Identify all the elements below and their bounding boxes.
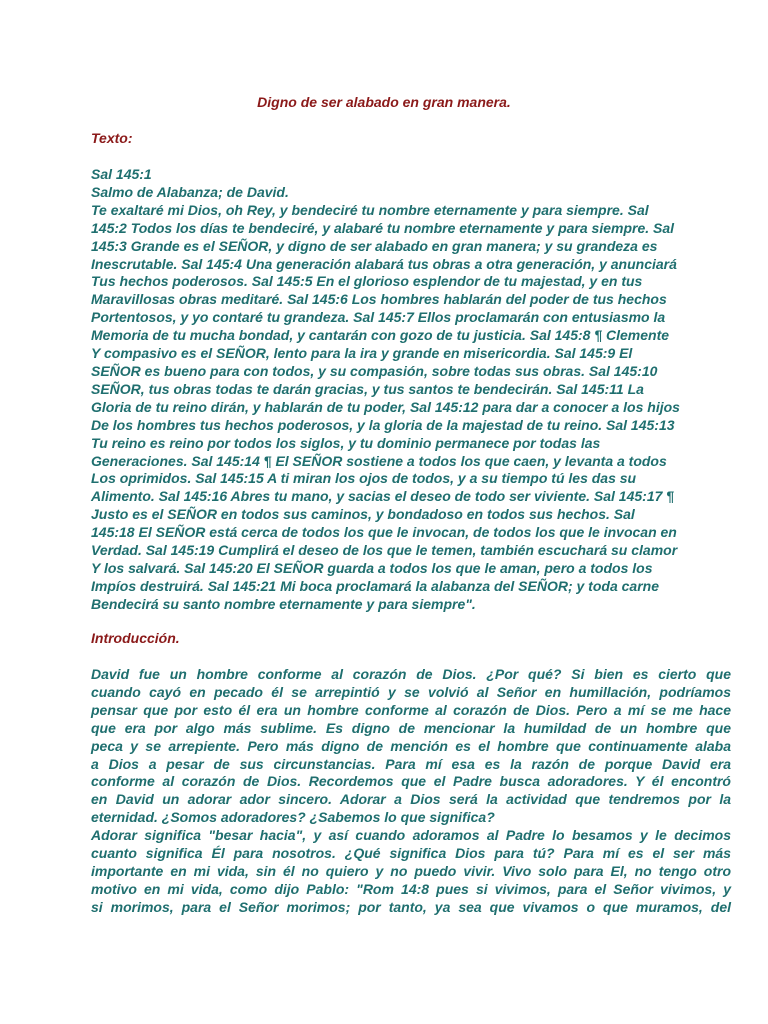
scripture-line: Maravillosas obras meditaré. Sal 145:6 Los hombres hablarán del poder de tus hechos (91, 291, 667, 308)
scripture-line: Te exaltaré mi Dios, oh Rey, y bendeciré tu nombre eternamente y para siempre. Sal (91, 201, 649, 218)
intro-line: a Dios a pesar de sus circunstancias. Para mí esa es la razón de porque David era (91, 755, 731, 772)
intro-paragraph (91, 666, 731, 917)
scripture-line: Sal 145:1 (91, 166, 152, 182)
scripture-line: 145:2 Todos los días te bendeciré, y alabaré tu nombre eternamente y para siempre. Sal (91, 219, 675, 236)
intro-line: en David un adorar ador sincero. Adorar a Dios será la actividad que tendremos por la (91, 791, 731, 808)
scripture-line: Verdad. Sal 145:19 Cumplirá el deseo de los que le temen, también escuchará su clamor (91, 542, 678, 559)
document-title: Digno de ser alabado en gran manera. (257, 94, 511, 110)
scripture-line: Gloria de tu reino dirán, y hablarán de tu poder, Sal 145:12 para dar a conocer a los hijos (91, 398, 680, 415)
scripture-line: 145:3 Grande es el SEÑOR, y digno de ser alabado en gran manera; y su grandeza es (91, 237, 658, 254)
intro-line: si morimos, para el Señor morimos; por tanto, ya sea que vivamos o que muramos, del (91, 898, 731, 915)
intro-heading: Introducción. (91, 630, 180, 646)
scripture-line: Portentosos, y yo contaré tu grandeza. Sal 145:7 Ellos proclamarán con entusiasmo la (91, 309, 666, 326)
intro-line: eternidad. ¿Somos adoradores? ¿Sabemos lo que significa? (91, 809, 495, 826)
scripture-line: Tu reino es reino por todos los siglos, y tu dominio permanece por todas las (91, 434, 601, 451)
intro-line: pensar que por esto él era un hombre conforme al corazón de Dios. Pero a mí se me hace (91, 701, 731, 718)
intro-line: cuando cayó en pecado él se arrepintió y se volvió al Señor en humillación, podríamos (91, 683, 731, 700)
scripture-line: De los hombres tus hechos poderosos, y la gloria de la majestad de tu reino. Sal 145:13 (91, 416, 675, 433)
scripture-line: Y compasivo es el SEÑOR, lento para la ira y grande en misericordia. Sal 145:9 El (91, 345, 633, 362)
scripture-text (91, 166, 731, 614)
texto-heading: Texto: (91, 130, 133, 146)
scripture-line: Justo es el SEÑOR en todos sus caminos, y bondadoso en todos sus hechos. Sal (91, 506, 635, 523)
scripture-line: SEÑOR, tus obras todas te darán gracias, y tus santos te bendecirán. Sal 145:11 La (91, 380, 644, 397)
scripture-line: Inescrutable. Sal 145:4 Una generación alabará tus obras a otra generación, y anunciará (91, 255, 677, 272)
intro-line: David fue un hombre conforme al corazón de Dios. ¿Por qué? Si bien es cierto que (91, 666, 731, 682)
scripture-line: Impíos destruirá. Sal 145:21 Mi boca proclamará la alabanza del SEÑOR; y toda carne (91, 577, 659, 594)
intro-line: Adorar significa "besar hacia", y así cuando adoramos al Padre lo besamos y le decimos (91, 827, 731, 844)
scripture-line: Y los salvará. Sal 145:20 El SEÑOR guarda a todos los que le aman, pero a todos los (91, 559, 653, 576)
intro-line: motivo en mi vida, como dijo Pablo: "Rom 14:8 pues si vivimos, para el Señor vivimos, y (91, 880, 731, 897)
scripture-line: 145:18 El SEÑOR está cerca de todos los que le invocan, de todos los que le invocan en (91, 524, 677, 541)
scripture-line: Alimento. Sal 145:16 Abres tu mano, y sacias el deseo de todo ser viviente. Sal 145:17 ¶ (91, 488, 675, 505)
scripture-line: Tus hechos poderosos. Sal 145:5 En el glorioso esplendor de tu majestad, y en tus (91, 273, 643, 290)
scripture-line: Salmo de Alabanza; de David. (91, 183, 289, 200)
intro-line: cuanto significa Él para nosotros. ¿Qué significa Dios para tú? Para mí es el ser más (91, 845, 731, 862)
scripture-line: Los oprimidos. Sal 145:15 A ti miran los ojos de todos, y a su tiempo tú les das su (91, 470, 637, 487)
intro-line: conforme al corazón de Dios. Recordemos que el Padre busca adoradores. Y él encontró (91, 773, 731, 790)
intro-line: importante en mi vida, sin él no quiero y no puedo vivir. Vivo solo para El, no tengo otro (91, 862, 731, 879)
scripture-line: Memoria de tu mucha bondad, y cantarán con gozo de tu justicia. Sal 145:8 ¶ Clemente (91, 327, 670, 344)
scripture-line: Bendecirá su santo nombre eternamente y para siempre". (91, 595, 476, 612)
intro-line: que era por algo más sublime. Es digno de mencionar la humildad de un hombre que (91, 719, 731, 736)
scripture-line: Generaciones. Sal 145:14 ¶ El SEÑOR sostiene a todos los que caen, y levanta a todos (91, 452, 667, 469)
scripture-line: SEÑOR es bueno para con todos, y su compasión, sobre todas sus obras. Sal 145:10 (91, 362, 658, 379)
intro-line: peca y se arrepiente. Pero más digno de mención es el hombre que continuamente alaba (91, 737, 731, 754)
